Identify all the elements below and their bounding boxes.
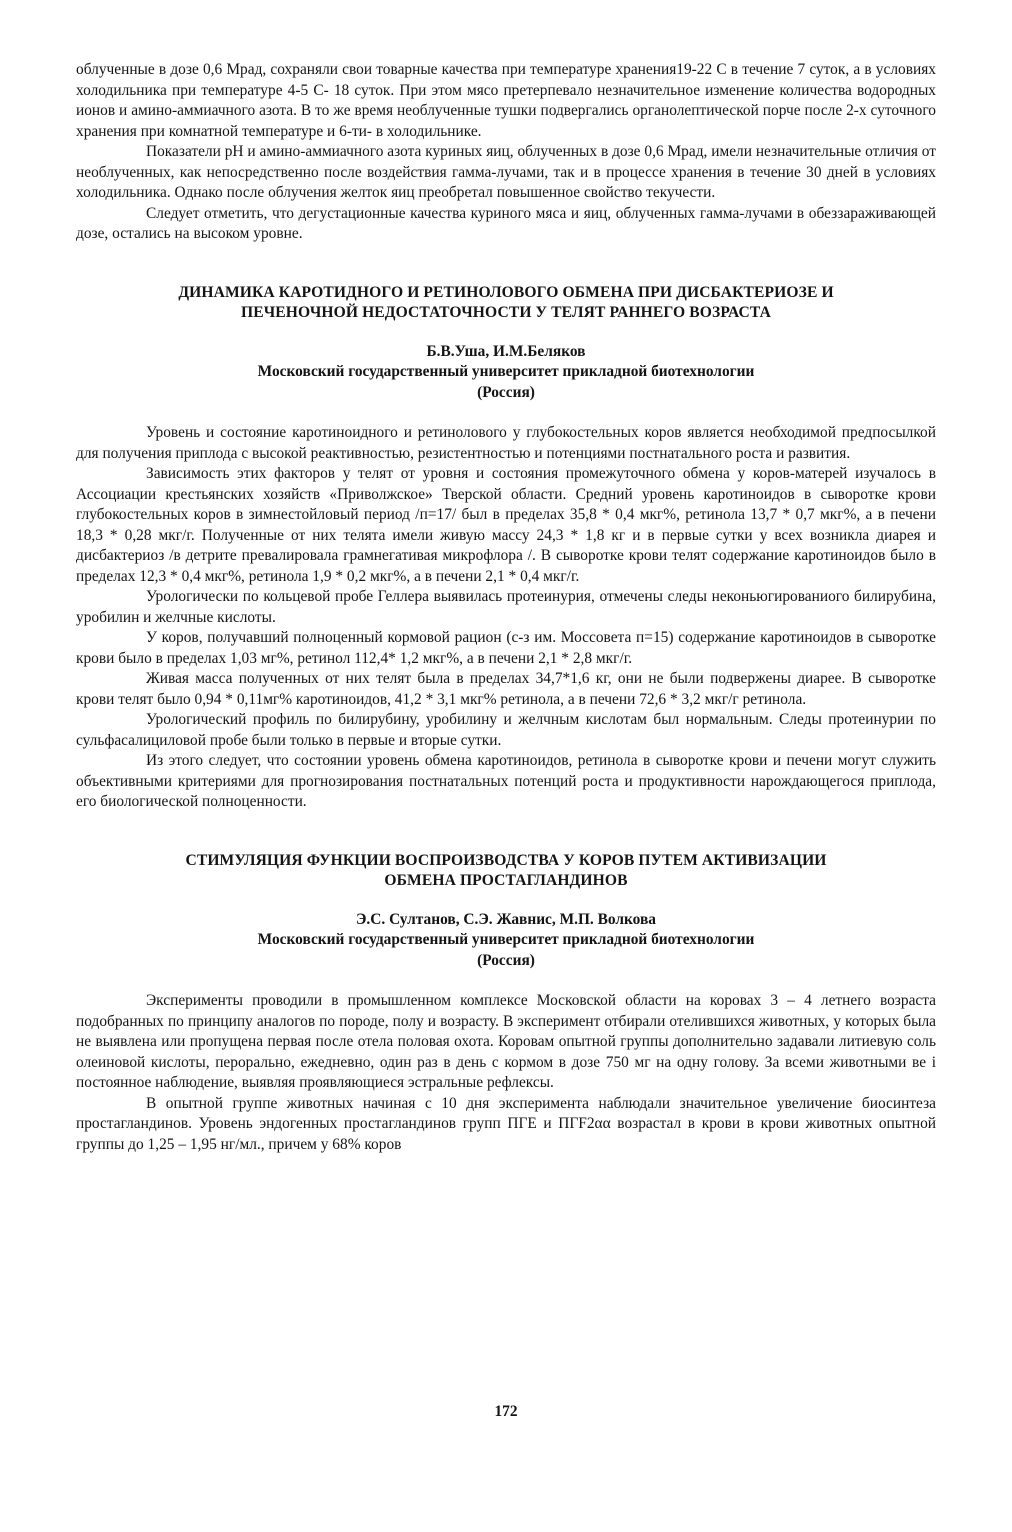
- article-2-meta: [76, 910, 936, 972]
- article-1-affiliation: Московский государственный университет прикладной биотехнологии: [257, 363, 755, 380]
- intro-paragraph-1: облученные в дозе 0,6 Мрад, сохраняли свои товарные качества при температуре хранения19-22 С в течение 7 суток, а в условиях холодильника при температуре 4-5 С- 18 суток. При этом мясо претерпевало незначительное изменение количества водородных ионов и амино-аммиачного азота. В то же время необлученные тушки подвергались органолептической порче после 2-х суточного хранения при комнатной температуре и 6-ти- в холодильнике.: [76, 61, 936, 140]
- article-1-title-line-1: ДИНАМИКА КАРОТИДНОГО И РЕТИНОЛОВОГО ОБМЕНА ПРИ ДИСБАКТЕРИОЗЕ И: [178, 283, 834, 301]
- article-1-paragraph-3: Урологически по кольцевой пробе Геллера выявилась протеинурия, отмечены следы неконьюгированиого билирубина, уробилин и желчные кислоты.: [76, 588, 936, 626]
- article-2-authors: Э.С. Султанов, С.Э. Жавнис, М.П. Волкова: [355, 910, 657, 928]
- article-1-meta: [76, 342, 936, 404]
- article-carotid-retinol: [76, 283, 936, 813]
- article-1-paragraph-4: У коров, получавший полноценный кормовой рацион (с-з им. Моссовета п=15) содержание каротиноидов в сыворотке крови было в пределах 1,03 мг%, ретинол 112,4* 1,2 мкг%, а в печени 2,1 * 2,8 мкг/г.: [76, 629, 936, 667]
- article-2-paragraph-1: Эксперименты проводили в промышленном комплексе Московской области на коровах 3 – 4 летнего возраста подобранных по принципу аналогов по породе, полу и возрасту. В эксперимент отбирали отелившихся животных, у которых была не выявлена или пропущена первая после отела половая охота. Коровам опытной группы дополнительно задавали литиевую соль олеиновой кислоты, перорально, ежедневно, один раз в день с кормом в дозе 750 мг на одну голову. За всеми животными ве i постоянное наблюдение, выявляя проявляющиеся эстральные рефлексы.: [76, 992, 936, 1091]
- article-1-paragraph-6: Урологический профиль по билирубину, уробилину и желчным кислотам был нормальным. Следы протеинурии по сульфасалициловой пробе были только в первые и вторые сутки.: [76, 711, 936, 749]
- article-1-title: [76, 283, 936, 324]
- intro-paragraph-2: Показатели pH и амино-аммиачного азота куриных яиц, облученных в дозе 0,6 Мрад, имели незначительные отличия от необлученных, как непосредственно после воздействия гамма-лучами, так и в процессе хранения в течение 30 дней в условиях холодильника. Однако после облучения желток яиц преобретал повышенное свойство текучести.: [76, 143, 936, 201]
- article-2-title: [76, 851, 936, 892]
- article-1-paragraph-1: Уровень и состояние каротиноидного и ретинолового у глубокостельных коров является необходимой предпосылкой для получения приплода с высокой реактивностью, резистентностью и потенциями постнатального роста и развития.: [76, 424, 936, 462]
- article-2-affiliation: Московский государственный университет прикладной биотехнологии: [257, 931, 755, 948]
- article-2-country: (Россия): [477, 951, 535, 969]
- article-2-title-line-1: СТИМУЛЯЦИЯ ФУНКЦИИ ВОСПРОИЗВОДСТВА У КОРОВ ПУТЕМ АКТИВИЗАЦИИ: [185, 851, 827, 869]
- page-number: 172: [494, 1403, 518, 1420]
- intro-section: [76, 60, 936, 245]
- article-2-paragraph-2: В опытной группе животных начиная с 10 дня эксперимента наблюдали значительное увеличение биосинтеза простагландинов. Уровень эндогенных простагландинов групп ПГЕ и ПГF2αα возрастал в крови в крови животных опытной группы до 1,25 – 1,95 нг/мл., причем у 68% коров: [76, 1094, 936, 1153]
- article-1-paragraph-5: Живая масса полученных от них телят была в пределах 34,7*1,6 кг, они не были подвержены диарее. В сыворотке крови телят было 0,94 * 0,11мг% каротиноидов, 41,2 * 3,1 мкг% ретинола, а в печени 72,6 * 3,2 мкг/г ретинола.: [76, 670, 936, 708]
- article-1-paragraph-2: Зависимость этих факторов у телят от уровня и состояния промежуточного обмена у коров-матерей изучалось в Ассоциации крестьянских хозяйств «Приволжское» Тверской области. Средний уровень каротиноидов в сыворотке крови глубокостельных коров в зимнестойловый период /п=17/ был в пределах 35,8 * 0,4 мкг%, ретинола 13,7 * 0,7 мкг%, а в печени 18,3 * 0,28 мкг/г. Полученные от них телята имели живую массу 24,3 * 1,8 кг и в первые сутки у всех возникла диарея и дисбактериоз /в детрите превалировала грамнегативая микрофлора /. В сыворотке крови телят содержание каротиноидов было в пределах 12,3 * 0,4 мкг%, ретинола 1,9 * 0,2 мкг%, а в печени 2,1 * 0,4 мкг/г.: [76, 465, 936, 585]
- article-1-title-line-2: ПЕЧЕНОЧНОЙ НЕДОСТАТОЧНОСТИ У ТЕЛЯТ РАННЕГО ВОЗРАСТА: [241, 304, 771, 321]
- page-content: [76, 60, 936, 1155]
- article-2-title-line-2: ОБМЕНА ПРОСТАГЛАНДИНОВ: [384, 872, 628, 889]
- article-1-country: (Россия): [477, 383, 535, 401]
- article-1-authors: Б.В.Уша, И.М.Беляков: [426, 342, 586, 360]
- intro-paragraph-3: Следует отметить, что дегустационные качества куриного мяса и яиц, облученных гамма-лучами в обеззараживающей дозе, остались на высоком уровне.: [76, 204, 936, 242]
- article-prostaglandins: [76, 851, 936, 1156]
- article-1-paragraph-7: Из этого следует, что состоянии уровень обмена каротиноидов, ретинола в сыворотке крови и печени могут служить объективными критериями для прогнозирования постнатальных потенций роста и продуктивности нарождающегося приплода, его биологической полноценности.: [76, 752, 936, 810]
